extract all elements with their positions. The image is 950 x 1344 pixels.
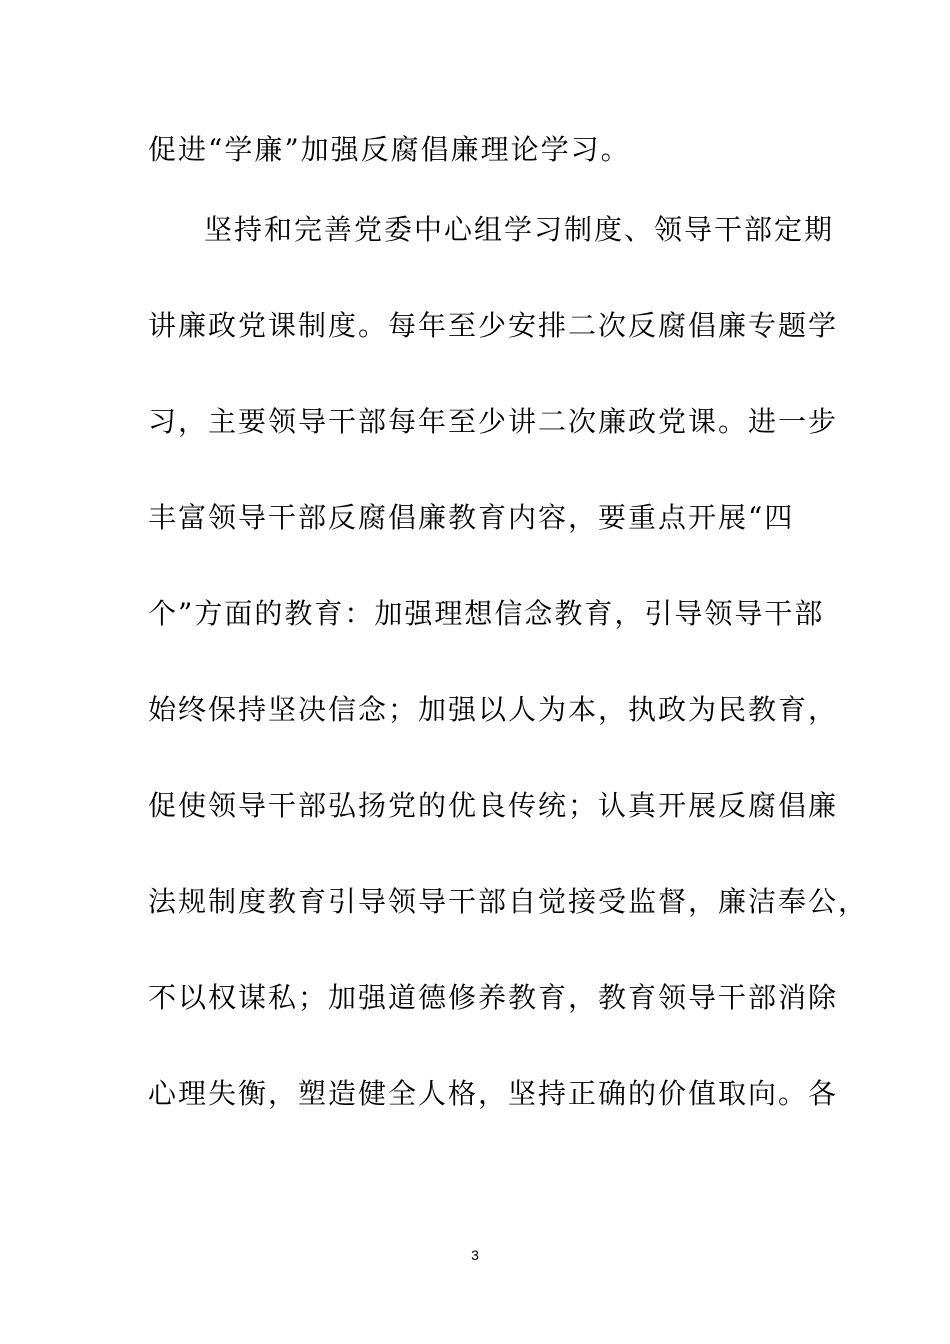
paragraph-line: 不以权谋私；加强道德修养教育，教育领导干部消除 — [148, 981, 839, 1014]
paragraph-line: 心理失衡，塑造健全人格，坚持正确的价值取向。各 — [148, 1077, 839, 1110]
paragraph-line: 丰富领导干部反腐倡廉教育内容，要重点开展“四 — [148, 501, 795, 534]
paragraph-line: 促使领导干部弘扬党的优良传统；认真开展反腐倡廉 — [148, 789, 839, 822]
paragraph-line: 个”方面的教育：加强理想信念教育，引导领导干部 — [148, 597, 825, 630]
paragraph-line: 习，主要领导干部每年至少讲二次廉政党课。进一步 — [148, 405, 839, 438]
paragraph-line: 始终保持坚决信念；加强以人为本，执政为民教育， — [148, 693, 839, 726]
paragraph-line: 讲廉政党课制度。每年至少安排二次反腐倡廉专题学 — [148, 309, 839, 342]
page-number: 3 — [471, 1247, 479, 1263]
paragraph-line: 坚持和完善党委中心组学习制度、领导干部定期 — [204, 213, 835, 246]
paragraph-line: 法规制度教育引导领导干部自觉接受监督，廉洁奉公， — [148, 885, 869, 918]
section-heading-line: 促进“学廉”加强反腐倡廉理论学习。 — [148, 133, 631, 166]
